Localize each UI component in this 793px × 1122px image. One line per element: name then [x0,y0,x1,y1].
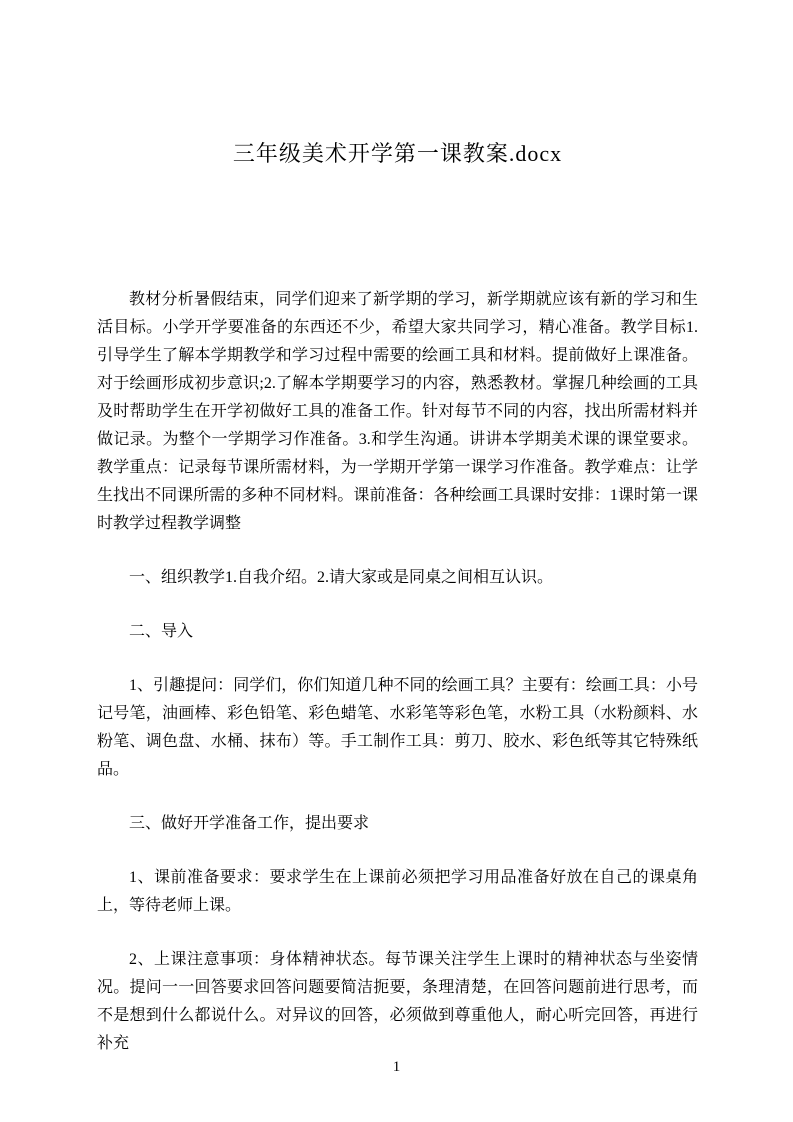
paragraph-section-one: 一、组织教学1.自我介绍。2.请大家或是同桌之间相互认识。 [129,569,554,586]
paragraph-material-analysis: 教材分析暑假结束，同学们迎来了新学期的学习，新学期就应该有新的学习和生活目标。小学开学要准备的东西还不少，希望大家共同学习，精心准备。教学目标1.引导学生了解本学期教学和学习过程中需要的绘画工具和材料。提前做好上课准备。对于绘画形成初步意识;2.了解本学期要学习的内容，熟悉教材。掌握几种绘画的工具及时帮助学生在开学初做好工具的准备工作。针对每节不同的内容，找出所需材料并做记录。为整个一学期学习作准备。3.和学生沟通。讲讲本学期美术课的课堂要求。教学重点：记录每节课所需材料，为一学期开学第一课学习作准备。教学难点：让学生找出不同课所需的多种不同材料。课前准备：各种绘画工具课时安排：1课时第一课时教学过程教学调整 [97,291,698,532]
paragraph-class-notes: 2、上课注意事项：身体精神状态。每节课关注学生上课时的精神状态与坐姿情况。提问一一回答要求回答问题要简洁扼要，条理清楚，在回答问题前进行思考，而不是想到什么都说什么。对异议的回答，必须做到尊重他人，耐心听完回答，再进行补充 [97,951,698,1052]
page-number: 1 [392,1059,401,1075]
paragraph-section-three: 三、做好开学准备工作，提出要求 [129,815,370,832]
paragraph-pre-class-requirement: 1、课前准备要求：要求学生在上课前必须把学习用品准备好放在自己的课桌角上，等待老师上课。 [97,869,698,914]
document-title: 三年级美术开学第一课教案.docx [232,141,563,166]
paragraph-lead-in-question: 1、引趣提问：同学们，你们知道几种不同的绘画工具？主要有：绘画工具：小号记号笔，油画棒、彩色铅笔、彩色蜡笔、水彩笔等彩色笔，水粉工具（水粉颜料、水粉笔、调色盘、水桶、抹布）等。手工制作工具：剪刀、胶水、彩色纸等其它特殊纸品。 [97,677,698,778]
paragraph-section-two: 二、导入 [129,623,194,640]
